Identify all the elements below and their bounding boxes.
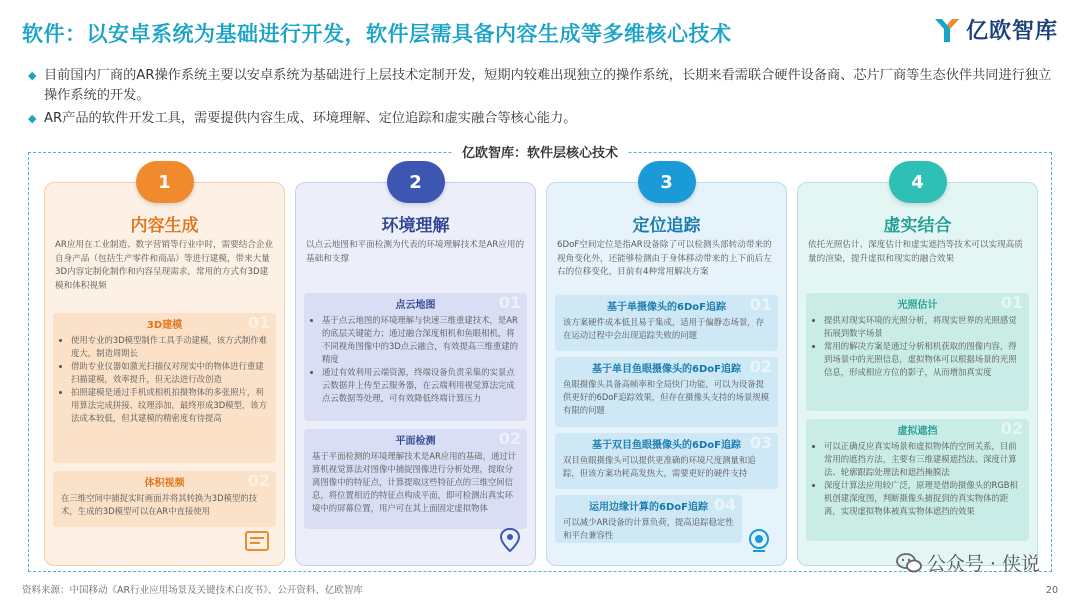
source-footer: 资料来源：中国移动《AR行业应用场景及关键技术白皮书》、公开资料、亿欧智库: [22, 585, 363, 596]
list-item: • 可以正确反应真实场景和虚拟物体的空间关系，目前常用的遮挡方法，主要有三维建模遮挡法、深度计算法、轮廓跟踪处理法和遮挡掩膜法: [824, 440, 1021, 479]
subsection-3d-modeling: [53, 313, 276, 463]
card-number-badge: 2: [387, 161, 445, 203]
subsection-title: 光照估计: [897, 300, 938, 311]
subsection-number: 03: [749, 433, 772, 452]
card-number-badge: 1: [136, 161, 194, 203]
list-item: • 使用专业的3D模型制作工具手动建模，该方式制作难度大，制造周期长: [71, 334, 268, 360]
frame-title: 亿欧智库：软件层核心技术: [452, 142, 628, 161]
intro-bullet: [28, 66, 1058, 106]
diamond-bullet-icon: ◆: [28, 112, 37, 125]
subsection-stereo-fisheye: [555, 433, 778, 489]
subsection-plane-detection: [304, 429, 527, 529]
subsection-number: 02: [498, 429, 521, 448]
subsection-text: 鱼眼摄像头具备高帧率和全局快门功能，可以为设备提供更好的6DoF追踪效果，但存在摄像头支持的场景规模有限的问题: [563, 379, 769, 415]
list-item: • 基于点云地图的环境理解与快速三维重建技术，是AR的底层关键能力；通过融合深度相机和鱼眼相机，将不同视角图像中的3D点云融合，有效提高三维重建的精度: [322, 314, 519, 366]
subsection-number: 04: [713, 495, 736, 514]
subsection-title: 基于单目鱼眼摄像头的6DoF追踪: [592, 364, 741, 375]
card-environment-understanding: [295, 171, 536, 566]
subsection-light-estimation: [806, 293, 1029, 411]
subsection-point-cloud-map: [304, 293, 527, 421]
location-pin-icon: [499, 527, 521, 557]
brand-logo: [932, 14, 1058, 45]
card-virtual-real-fusion: [797, 171, 1038, 566]
subsection-text: 基于平面检测的环境理解技术是AR应用的基础，通过计算机视觉算法对图像中捕捉图像进行分析处理，提取分离图像中的特征点，计算提取这些特征点的三维空间信息，将位置相近的特征点构成平面，即可检测出真实环境中的屏幕位置，用户可在其上面固定虚拟物体: [312, 451, 517, 513]
list-item: • 借助专业仪器如激光扫描仪对现实中的物体进行重建扫描建模，效率提升，但无法进行改创造: [71, 360, 268, 386]
card-number-badge: 4: [889, 161, 947, 203]
intro-bullet: [28, 109, 1058, 129]
watermark: [895, 549, 1040, 576]
subsection-number: 02: [749, 357, 772, 376]
subsection-title: 平面检测: [395, 436, 436, 447]
subsection-number: 01: [498, 293, 521, 312]
card-description: AR应用在工业制造、数字营销等行业中时，需要结合企业自身产品（包括生产零件和商品）等进行建模，带来大量3D内容定制化制作和内容呈现需求，常用的方式有3D建模和体积视频: [55, 240, 274, 291]
subsection-number: 01: [1000, 293, 1023, 312]
subsection-edge-computing: [555, 495, 742, 543]
subsection-title: 3D建模: [146, 320, 183, 331]
card-title: 环境理解: [381, 216, 450, 236]
subsection-title: 点云地图: [395, 300, 436, 311]
card-title: 内容生成: [130, 216, 199, 236]
subsection-title: 基于双目鱼眼摄像头的6DoF追踪: [592, 440, 741, 451]
card-description: 6DoF空间定位是指AR设备除了可以检测头部转动带来的视角变化外，还能够检测由于身体移动带来的上下前后左右的位移变化，目前有4种常用解决方案: [557, 240, 772, 277]
page-title: 软件：以安卓系统为基础进行开发，软件层需具备内容生成等多维核心技术: [22, 22, 732, 46]
card-title: 虚实结合: [883, 216, 952, 236]
list-item: • 深度计算法应用较广泛，原理是借助摄像头的RGB相机创建深度图，判断摄像头捕捉到的真实物体的距离，实现虚拟物体被真实物体遮挡的效果: [824, 479, 1021, 518]
card-description: 以点云地图和平面检测为代表的环境理解技术是AR应用的基础和支撑: [306, 240, 525, 264]
intro-bullet-text: AR产品的软件开发工具，需要提供内容生成、环境理解、定位追踪和虚实融合等核心能力。: [44, 111, 577, 126]
subsection-text: 可以减少AR设备的计算负荷，提高追踪稳定性和平台兼容性: [563, 517, 734, 540]
subsection-title: 虚拟遮挡: [897, 426, 938, 437]
wechat-icon: [895, 551, 923, 575]
subsection-virtual-occlusion: [806, 419, 1029, 541]
list-item: • 拍照建模是通过手机或相机拍摄物体的多张照片，利用算法完成拼接、纹理添加，最终形成3D模型，该方法成本较低，但其建模的精密度有待提高: [71, 386, 268, 425]
logo-text: 亿欧智库: [965, 19, 1058, 44]
card-number-badge: 3: [638, 161, 696, 203]
subsection-number: 02: [1000, 419, 1023, 438]
subsection-title: 体积视频: [144, 478, 185, 489]
logo-mark-icon: [932, 15, 962, 45]
card-description: 依托光照估计、深度估计和虚实遮挡等技术可以实现高质量的渲染，提升虚拟和现实的融合效果: [808, 240, 1023, 264]
watermark-text: 公众号 · 侠说: [926, 553, 1040, 575]
document-icon: [244, 529, 270, 557]
camera-icon: [746, 527, 772, 557]
subsection-single-camera: [555, 295, 778, 351]
list-item: • 通过有效利用云端资源，终端设备负责采集的实景点云数据并上传至云服务器，在云端利用视觉算法完成点云数据等处理，可有效降低终端计算压力: [322, 366, 519, 405]
card-content-generation: [44, 171, 285, 566]
subsection-mono-fisheye: [555, 357, 778, 427]
diamond-bullet-icon: ◆: [28, 69, 37, 82]
card-title: 定位追踪: [632, 216, 701, 236]
subsection-title: 运用边缘计算的6DoF追踪: [589, 502, 708, 513]
subsection-number: 01: [247, 313, 270, 332]
intro-bullets: [28, 66, 1058, 132]
intro-bullet-text: 目前国内厂商的AR操作系统主要以安卓系统为基础进行上层技术定制开发，短期内较难出现独立的操作系统，长期来看需联合硬件设备商、芯片厂商等生态伙伴共同进行独立操作系统的开发。: [44, 68, 1052, 103]
subsection-number: 02: [247, 471, 270, 490]
subsection-number: 01: [749, 295, 772, 314]
list-item: • 提供对现实环境的光照分析，将现实世界的光照感觉拓展到数字场景: [824, 314, 1021, 340]
page-number: 20: [1045, 585, 1058, 596]
subsection-text: 双目鱼眼摄像头可以提供更准确的环境尺度测量和追踪，但该方案功耗高发热大，需要更好的硬件支持: [563, 455, 756, 478]
subsection-text: 该方案硬件成本低且易于集成，适用于偏静态场景，存在运动过程中会出现追踪失败的问题: [563, 317, 764, 340]
list-item: • 常用的解决方案是通过分析相机获取的图像内容，得到场景中的光照信息，虚拟物体可以根据场景的光照信息，形成相应方位的影子，从而增加真实度: [824, 340, 1021, 379]
subsection-volumetric-video: [53, 471, 276, 527]
subsection-title: 基于单摄像头的6DoF追踪: [607, 302, 726, 313]
subsection-text: 在三维空间中捕捉实时画面并将其转换为3D模型的技术，生成的3D模型可以在AR中直接使用: [61, 493, 258, 516]
card-positioning-tracking: [546, 171, 787, 566]
